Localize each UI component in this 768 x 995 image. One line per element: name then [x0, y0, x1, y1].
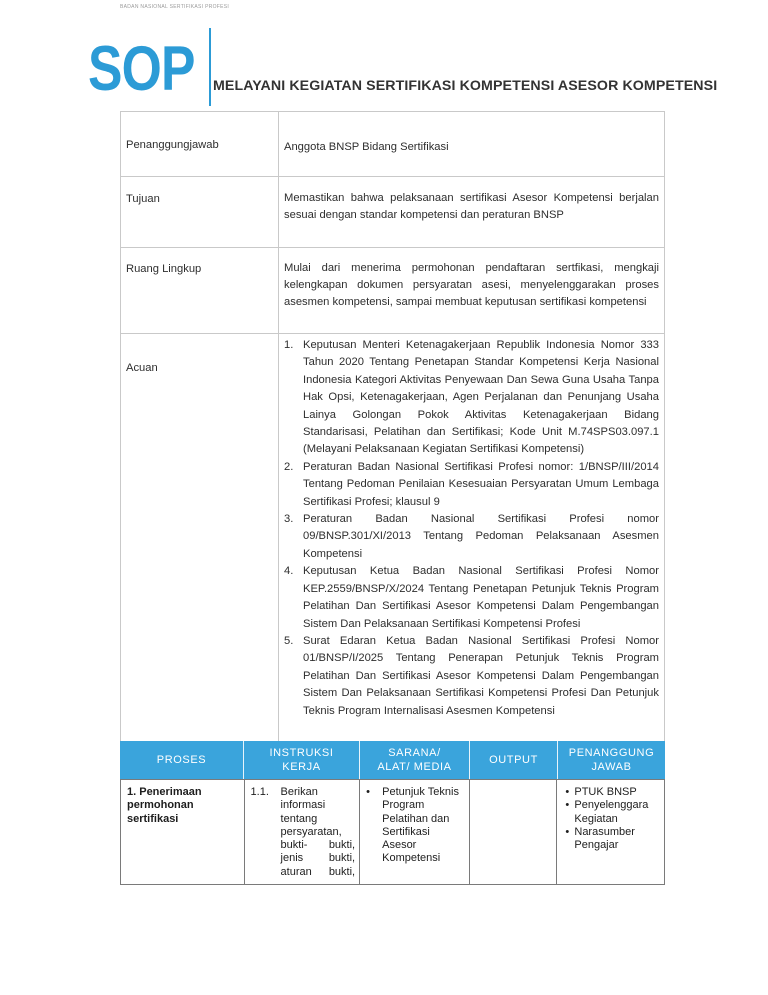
tujuan-label: Tujuan: [126, 193, 160, 205]
cell-penanggung-jawab: [557, 780, 664, 884]
acuan-list: [284, 337, 659, 720]
penanggung-item: • PTUK BNSP: [565, 786, 660, 799]
penanggungjawab-value: Anggota BNSP Bidang Sertifikasi: [284, 141, 449, 153]
sarana-item: • Petunjuk Teknis Program Pelatihan dan Sertifikasi Asesor Kompetensi: [366, 786, 465, 866]
penanggung-list: [565, 786, 660, 852]
logo-divider: [209, 28, 211, 106]
cell-sarana: [360, 780, 470, 884]
acuan-list-container: [284, 337, 659, 720]
acuan-item: 1. Keputusan Menteri Ketenagakerjaan Republik Indonesia Nomor 333 Tahun 2020 Tentang Penetapan Standar Kompetensi Kerja Nasional Indonesia Kategori Aktivitas Penyewaan Dan Sewa Guna Usaha Tanpa Hak Opsi, Ketenagakerjaan, Agen Perjalanan dan Penunjang Usaha Lainya Golongan Pokok Aktivitas Ketenagakerjaan Bidang Standarisasi, Pelatihan dan Sertifikasi; Kode Unit M.74SPS03.097.1 (Melayani Pelaksanaan Kegiatan Sertifikasi Kompetensi): [284, 339, 659, 456]
penanggung-item: • Narasumber Pengajar: [565, 826, 660, 853]
cell-proses: [121, 780, 245, 884]
penanggungjawab-label: Penanggungjawab: [126, 139, 219, 151]
cell-output: [470, 780, 558, 884]
tujuan-value: Memastikan bahwa pelaksanaan sertifikasi Asesor Kompetensi berjalan sesuai dengan standar kompetensi dan peraturan BNSP: [284, 192, 659, 222]
acuan-item: 2. Peraturan Badan Nasional Sertifikasi Profesi nomor: 1/BNSP/III/2014 Tentang Pedoman Penilaian Kesesuaian Persyaratan Umum Lembaga Sertifikasi Profesi; klausul 9: [284, 460, 659, 508]
process-table-row: [120, 779, 665, 885]
info-table-divider: [278, 111, 279, 741]
header-penanggung-jawab: PENANGGUNG JAWAB: [568, 747, 655, 773]
acuan-item: 3. Peraturan Badan Nasional Sertifikasi Profesi nomor 09/BNSP.301/XI/2013 Tentang Pedoman Pelaksanaan Asesmen Kompetensi: [284, 513, 659, 560]
document-title: MELAYANI KEGIATAN SERTIFIKASI KOMPETENSI ASESOR KOMPETENSI: [213, 78, 718, 94]
header-proses: PROSES: [120, 741, 244, 779]
sop-logo: SOP: [88, 34, 195, 104]
sarana-list: [366, 786, 465, 866]
instruction-text: Berikan informasi tentang persyaratan, bukti- bukti, jenis bukti, aturan bukti,: [280, 786, 356, 878]
row-divider: [120, 333, 665, 334]
ruang-lingkup-label: Ruang Lingkup: [126, 263, 202, 275]
process-table-header: [120, 741, 665, 779]
header-output: OUTPUT: [470, 741, 558, 779]
penanggung-item: • Penyelenggara Kegiatan: [565, 799, 660, 826]
process-step-title: 1. Penerimaan permohonan sertifikasi: [127, 786, 202, 825]
instruction-number: 1.1.: [250, 786, 269, 798]
header-sarana: SARANA/ ALAT/ MEDIA: [360, 741, 470, 779]
organization-header-text: BADAN NASIONAL SERTIFIKASI PROFESI: [120, 4, 230, 10]
header-instruksi-kerja: INSTRUKSI KERJA: [244, 741, 360, 779]
acuan-item: 5. Surat Edaran Ketua Badan Nasional Sertifikasi Profesi Nomor 01/BNSP/I/2025 Tentang Penerapan Petunjuk Teknis Program Pelatihan Dan Sertifikasi Asesor Kompetensi Dalam Pengembangan Sistem Dan Pelaksanaan Sertifikasi Kompetensi Profesi Dan Petunjuk Teknis Program Internalisasi Asesmen Kompetensi: [284, 634, 659, 717]
row-divider: [120, 247, 665, 248]
acuan-label: Acuan: [126, 362, 158, 374]
row-divider: [120, 176, 665, 177]
acuan-item: 4. Keputusan Ketua Badan Nasional Sertifikasi Profesi Nomor KEP.2559/BNSP/X/2024 Tentang Penetapan Petunjuk Teknis Program Pelatihan Dan Sertifikasi Asesor Kompetensi Dalam Pengembangan Sistem Dan Pelaksanaan Sertifikasi Kompetensi Profesi: [284, 565, 659, 630]
ruang-lingkup-value: Mulai dari menerima permohonan pendaftaran sertfikasi, mengkaji kelengkapan dokumen persyaratan asesi, menyelenggarakan proses asesmen kompetensi, sampai membuat keputusan sertifikasi kompetensi: [284, 262, 659, 309]
cell-instruksi: [245, 780, 361, 884]
